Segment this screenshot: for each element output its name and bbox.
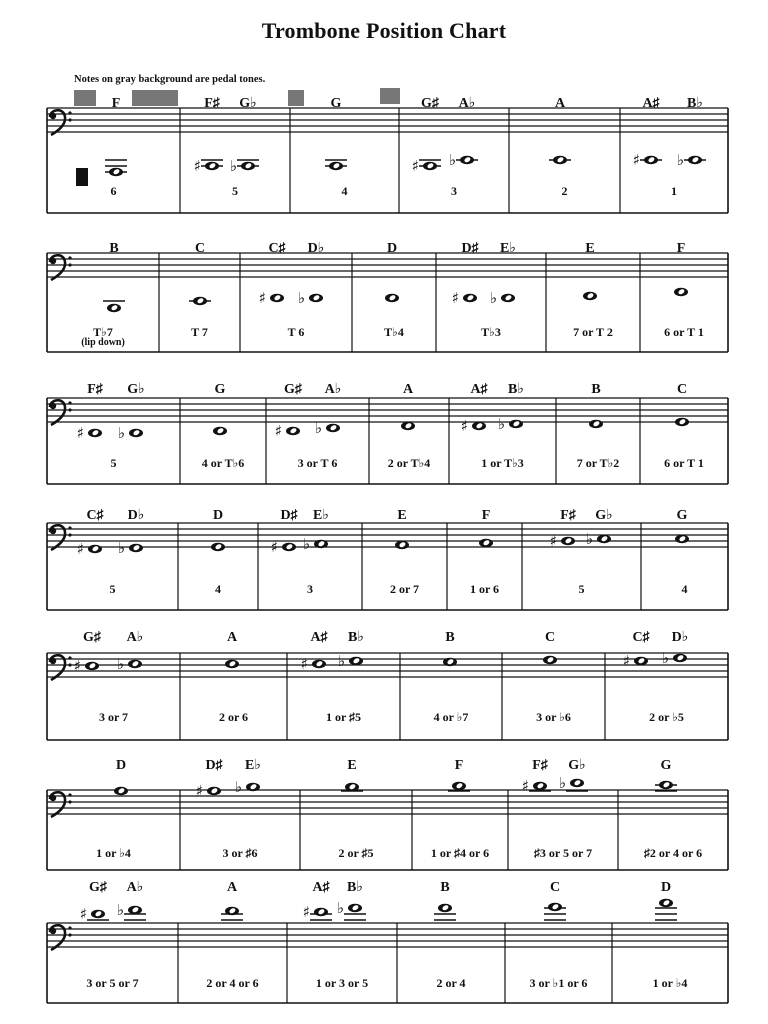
pedal-marker	[74, 90, 96, 106]
note-head	[213, 427, 227, 435]
slide-position: 6 or T 1	[664, 456, 704, 470]
note-head	[303, 535, 328, 553]
slide-position: 7 or T♭2	[576, 456, 620, 470]
position-cell	[431, 758, 489, 860]
note-head	[117, 901, 146, 920]
sharp-icon: ♯	[76, 424, 84, 442]
position-cell	[644, 758, 702, 860]
slide-position: 3	[307, 582, 313, 596]
position-cell	[202, 382, 245, 470]
position-cell	[81, 241, 125, 348]
note-name: E♭	[313, 508, 329, 523]
note-name: G	[214, 382, 226, 397]
slide-position: 3 or T 6	[297, 456, 338, 470]
slide-position: T♭4	[384, 325, 404, 339]
sharp-icon: ♯	[302, 903, 310, 921]
position-cell	[633, 96, 706, 198]
note-name: A♭	[126, 880, 144, 895]
note-head	[114, 787, 128, 795]
chart-row	[0, 378, 768, 490]
slide-position: 5	[232, 184, 238, 198]
note-name: F♯	[204, 96, 220, 111]
chart-row	[0, 504, 768, 616]
note-head	[443, 658, 457, 666]
note-name: E	[397, 508, 407, 523]
slide-position: 1	[671, 184, 677, 198]
note-head	[449, 151, 478, 169]
flat-icon: ♭	[234, 778, 242, 796]
position-cell	[288, 90, 348, 198]
slide-position: 3 or ♯6	[222, 846, 258, 860]
note-name: A♭	[324, 382, 342, 397]
note-name: B	[440, 880, 450, 895]
page-title: Trombone Position Chart	[261, 18, 507, 43]
sharp-icon: ♯	[73, 657, 81, 675]
note-name: G♯	[89, 880, 107, 895]
note-name: E♭	[500, 241, 516, 256]
note-name: A♯	[470, 382, 488, 397]
position-cell	[74, 90, 127, 198]
slide-position: 3 or ♭1 or 6	[529, 976, 588, 990]
flat-icon: ♭	[558, 774, 566, 792]
sharp-icon: ♯	[521, 777, 529, 795]
note-name: A	[402, 382, 414, 397]
pedal-marker	[132, 90, 178, 106]
note-name: C♯	[86, 508, 104, 523]
note-name: C	[544, 630, 556, 645]
slide-position: 3	[451, 184, 457, 198]
note-head	[522, 777, 551, 795]
pedal-marker	[380, 88, 400, 104]
chart-row	[0, 758, 768, 874]
note-name: A♯	[310, 630, 328, 645]
note-head	[401, 422, 415, 430]
slide-position: 5	[109, 582, 116, 596]
sharp-icon: ♯	[549, 532, 557, 550]
slide-position: 1 or ♭4	[652, 976, 688, 990]
note-head	[105, 160, 127, 176]
note-name: E♭	[245, 758, 261, 773]
note-name: B	[109, 241, 119, 256]
note-name: B♭	[348, 630, 364, 645]
position-cell	[189, 241, 211, 339]
sharp-icon: ♯	[270, 538, 278, 556]
flat-icon: ♭	[585, 530, 593, 548]
note-head	[259, 289, 284, 307]
sharp-icon: ♯	[632, 151, 640, 169]
position-cell	[380, 88, 478, 198]
sharp-icon: ♯	[300, 655, 308, 673]
note-name: B♭	[687, 96, 703, 111]
position-cell	[77, 508, 145, 596]
position-cell	[470, 508, 499, 596]
sharp-icon: ♯	[193, 157, 201, 175]
note-head	[298, 289, 323, 307]
position-cell	[452, 241, 516, 339]
slide-position: T♭3	[481, 325, 501, 339]
flat-icon: ♭	[489, 289, 497, 307]
sharp-icon: ♯	[195, 782, 203, 800]
slide-position: 6	[110, 184, 117, 198]
note-name: F♯	[532, 758, 548, 773]
position-cell	[388, 382, 431, 470]
note-name: D♭	[671, 630, 689, 645]
slide-position: 3 or 5 or 7	[86, 976, 139, 990]
note-name: B♭	[508, 382, 524, 397]
slide-position: 2 or 7	[389, 582, 420, 596]
note-name: D	[386, 241, 398, 256]
slide-position: T♭7	[93, 325, 113, 339]
note-name: C♯	[268, 241, 286, 256]
note-name: A	[226, 880, 238, 895]
slide-position: 1 or 3 or 5	[315, 976, 369, 990]
note-name: G♭	[239, 96, 257, 111]
note-name: G♭	[568, 758, 586, 773]
note-name: F	[111, 96, 121, 111]
note-name: C	[194, 241, 206, 256]
slide-position: 6 or T 1	[664, 325, 704, 339]
slide-position: 1 or 6	[469, 582, 500, 596]
note-head	[677, 151, 706, 169]
slide-position: 2 or ♯5	[338, 846, 374, 860]
slide-position: T 6	[287, 325, 305, 339]
note-name: D♭	[127, 508, 145, 523]
note-name: A♭	[126, 630, 144, 645]
note-head	[117, 655, 142, 673]
position-cell	[211, 508, 225, 596]
note-name: D	[115, 758, 127, 773]
note-name: G	[660, 758, 672, 773]
slide-position: 2 or T♭4	[387, 456, 431, 470]
flat-icon: ♭	[229, 157, 237, 175]
position-cell	[271, 508, 329, 596]
position-cell	[96, 758, 131, 860]
slide-position: 5	[578, 582, 585, 596]
slide-position: 2 or ♭5	[649, 710, 684, 724]
slide-position: 2	[561, 184, 568, 198]
position-cell	[664, 241, 704, 339]
pedal-marker	[76, 168, 88, 186]
note-head	[235, 778, 260, 796]
position-cell	[549, 96, 571, 198]
note-head	[559, 774, 588, 792]
note-head	[303, 903, 332, 921]
note-name: B	[445, 630, 455, 645]
sharp-icon: ♯	[274, 422, 282, 440]
note-head	[301, 655, 326, 673]
flat-icon: ♭	[297, 289, 305, 307]
note-head	[452, 289, 477, 307]
position-cell	[461, 382, 524, 470]
note-head	[498, 415, 523, 433]
note-name: D♯	[280, 508, 298, 523]
note-name: D	[660, 880, 672, 895]
flat-icon: ♭	[448, 151, 456, 169]
note-name: G	[676, 508, 688, 523]
position-cell	[522, 758, 592, 860]
note-name: C♯	[632, 630, 650, 645]
note-head	[230, 157, 259, 175]
note-head	[461, 417, 486, 435]
note-name: G♭	[127, 382, 145, 397]
position-cell	[132, 90, 259, 198]
note-head	[589, 420, 603, 428]
flat-icon: ♭	[661, 649, 669, 667]
slide-position: 4 or ♭7	[433, 710, 469, 724]
chart-row	[0, 92, 768, 220]
slide-position: 2 or 6	[218, 710, 249, 724]
position-cell	[384, 241, 404, 339]
note-head	[118, 424, 143, 442]
flat-icon: ♭	[497, 415, 505, 433]
note-name: D♭	[307, 241, 325, 256]
position-cell	[550, 508, 613, 596]
note-head	[103, 301, 125, 312]
position-cell	[577, 382, 620, 470]
position-cell	[390, 508, 419, 596]
slide-position: 1 or ♯4 or 6	[430, 846, 490, 860]
note-head	[412, 157, 441, 175]
sharp-icon: ♯	[258, 289, 266, 307]
flat-icon: ♭	[116, 655, 124, 673]
position-cell	[196, 758, 261, 860]
slide-position: 1 or ♯5	[325, 710, 362, 724]
note-head	[675, 418, 689, 426]
sharp-icon: ♯	[79, 905, 87, 923]
slide-position: 1 or ♭4	[96, 846, 131, 860]
position-cell	[338, 758, 373, 860]
chart-row	[0, 628, 768, 744]
position-cell	[573, 241, 613, 339]
chart-row	[0, 235, 768, 358]
position-cell	[275, 382, 342, 470]
note-head	[189, 297, 211, 305]
note-name: E	[347, 758, 357, 773]
note-name: D	[212, 508, 224, 523]
flat-icon: ♭	[116, 901, 124, 919]
slide-position: T 7	[191, 325, 208, 339]
note-head	[544, 903, 566, 920]
note-head	[623, 652, 648, 670]
note-name: F	[481, 508, 491, 523]
flat-icon: ♭	[676, 151, 684, 169]
note-head	[586, 530, 611, 548]
note-head	[337, 899, 366, 920]
note-head	[275, 422, 300, 440]
flat-icon: ♭	[337, 652, 345, 670]
note-head	[633, 151, 662, 169]
note-head	[385, 294, 399, 302]
note-name: F♯	[87, 382, 103, 397]
position-subnote: (lip down)	[81, 337, 125, 348]
slide-position: 3 or 7	[98, 710, 129, 724]
slide-position: 5	[110, 456, 117, 470]
sharp-icon: ♯	[411, 157, 419, 175]
flat-icon: ♭	[314, 419, 322, 437]
position-cell	[675, 508, 689, 596]
slide-position: 3 or ♭6	[536, 710, 571, 724]
note-head	[543, 656, 557, 664]
note-head	[194, 157, 223, 175]
note-head	[395, 541, 409, 549]
slide-position: 4	[215, 582, 221, 596]
flat-icon: ♭	[117, 424, 125, 442]
note-head	[675, 535, 689, 543]
position-cell	[664, 382, 704, 470]
note-head	[225, 660, 239, 668]
slide-position: 7 or T 2	[573, 325, 613, 339]
note-name: D♯	[461, 241, 479, 256]
note-name: F	[676, 241, 686, 256]
slide-position: 4 or T♭6	[201, 456, 245, 470]
pedal-tone-note: Notes on gray background are pedal tones.	[74, 74, 266, 85]
flat-icon: ♭	[336, 899, 344, 917]
note-name: F♯	[560, 508, 576, 523]
note-head	[80, 905, 109, 923]
note-head	[583, 292, 597, 300]
sharp-icon: ♯	[622, 652, 630, 670]
slide-position: 1 or T♭3	[481, 456, 524, 470]
note-name: A♯	[312, 880, 330, 895]
flat-icon: ♭	[302, 535, 310, 553]
note-name: G♯	[421, 96, 439, 111]
slide-position: ♯3 or 5 or 7	[533, 846, 593, 860]
note-head	[118, 539, 143, 557]
note-head	[655, 899, 677, 920]
sharp-icon: ♯	[76, 540, 84, 558]
note-name: A	[554, 96, 566, 111]
slide-position: ♯2 or 4 or 6	[643, 846, 703, 860]
note-head	[196, 782, 221, 800]
note-head	[77, 540, 102, 558]
note-name: G	[330, 96, 342, 111]
note-name: E	[585, 241, 595, 256]
flat-icon: ♭	[117, 539, 125, 557]
note-name: G♯	[284, 382, 302, 397]
note-name: C	[676, 382, 688, 397]
slide-position: 4	[681, 582, 688, 596]
note-name: B	[591, 382, 601, 397]
sharp-icon: ♯	[451, 289, 459, 307]
note-name: A♭	[458, 96, 476, 111]
note-head	[674, 288, 688, 296]
note-name: F	[454, 758, 464, 773]
note-head	[211, 543, 225, 551]
note-head	[325, 160, 347, 170]
slide-position: 2 or 4	[436, 976, 466, 990]
note-name: C	[549, 880, 561, 895]
slide-position: 4	[341, 184, 348, 198]
note-head	[77, 424, 102, 442]
note-name: D♯	[205, 758, 223, 773]
slide-position: 2 or 4 or 6	[206, 976, 259, 990]
note-head	[549, 156, 571, 164]
note-head	[221, 907, 243, 920]
note-head	[662, 649, 687, 667]
sharp-icon: ♯	[460, 417, 468, 435]
note-name: G♭	[595, 508, 613, 523]
note-head	[490, 289, 515, 307]
note-name: G♯	[83, 630, 101, 645]
note-name: A	[226, 630, 238, 645]
note-head	[74, 657, 99, 675]
note-head	[338, 652, 363, 670]
pedal-marker	[288, 90, 304, 106]
note-head	[434, 904, 456, 920]
note-name: A♯	[642, 96, 660, 111]
chart-row	[0, 880, 768, 1008]
position-cell	[77, 382, 145, 470]
note-head	[479, 539, 493, 547]
position-cell	[259, 241, 325, 339]
note-name: B♭	[347, 880, 363, 895]
